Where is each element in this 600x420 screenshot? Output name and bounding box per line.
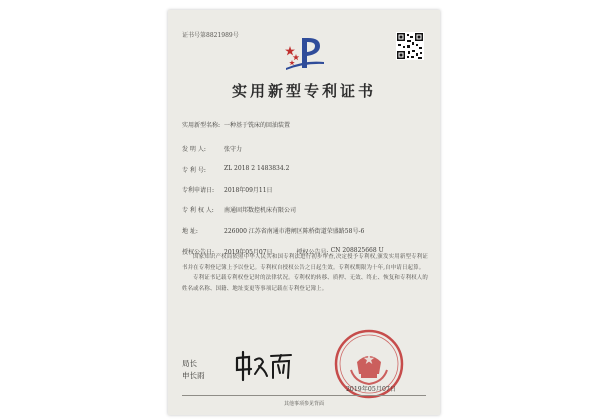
body-paragraph: 专利证书记载专利权登记时的法律状况。专利权的转移、质押、无效、终止、恢复和专利权人的姓名或名称、国籍、地址变更等事项记载在专利登记簿上。 xyxy=(182,275,428,292)
field-value: 2018年09月11日 xyxy=(224,187,273,194)
footer-note: 其他事项参见背面 xyxy=(283,401,324,407)
field-address xyxy=(182,226,364,235)
certificate-title: 实用新型专利证书 xyxy=(231,82,376,100)
field-label: 专 利 权 人: xyxy=(182,207,214,214)
field-value: 2019年05月07日 xyxy=(224,249,273,256)
field-patentee xyxy=(182,205,296,214)
field-utility-model-name xyxy=(182,120,290,129)
signature-icon xyxy=(233,348,295,382)
body-paragraph: 国家知识产权局依照中华人民共和国专利法进行初步审查,决定授予专利权,颁发实用新型专利证书并在专利登记簿上予以登记。专利权自授权公告之日起生效。专利权期限为十年,自申请日起算。 xyxy=(182,254,428,271)
seal-date: 2019年05月07日 xyxy=(346,386,397,393)
field-label: 授权公告日: xyxy=(182,249,215,256)
field-patent-number xyxy=(182,165,289,174)
field-value: 南通固邦数控机床有限公司 xyxy=(224,207,297,214)
field-extra-label: 授权公告号: xyxy=(296,249,329,256)
field-value: 一种基于铣床的回油装置 xyxy=(224,122,291,129)
director-title: 局长 xyxy=(182,359,197,368)
field-application-date xyxy=(182,185,273,194)
qr-code-icon xyxy=(396,32,424,60)
field-extra-value: CN 208825668 U xyxy=(330,247,384,254)
field-label: 实用新型名称: xyxy=(182,122,221,129)
field-value: 张守力 xyxy=(224,146,243,153)
cnipa-logo-icon xyxy=(280,32,328,74)
field-inventor xyxy=(182,144,242,153)
field-value: 226000 江苏省南通市港闸区陈桥街道荣盛路58号-6 xyxy=(224,228,365,235)
director-name: 申长雨 xyxy=(182,371,205,380)
field-label: 地 址: xyxy=(182,228,198,235)
footer-divider xyxy=(182,395,426,396)
certificate-body xyxy=(182,252,428,294)
certificate-number: 证书号第8821989号 xyxy=(182,32,239,39)
field-label: 专利申请日: xyxy=(182,187,215,194)
field-value: ZL 2018 2 1483834.2 xyxy=(224,165,290,172)
field-label: 专 利 号: xyxy=(182,167,206,174)
patent-certificate xyxy=(168,10,440,415)
field-label: 发 明 人: xyxy=(182,146,206,153)
